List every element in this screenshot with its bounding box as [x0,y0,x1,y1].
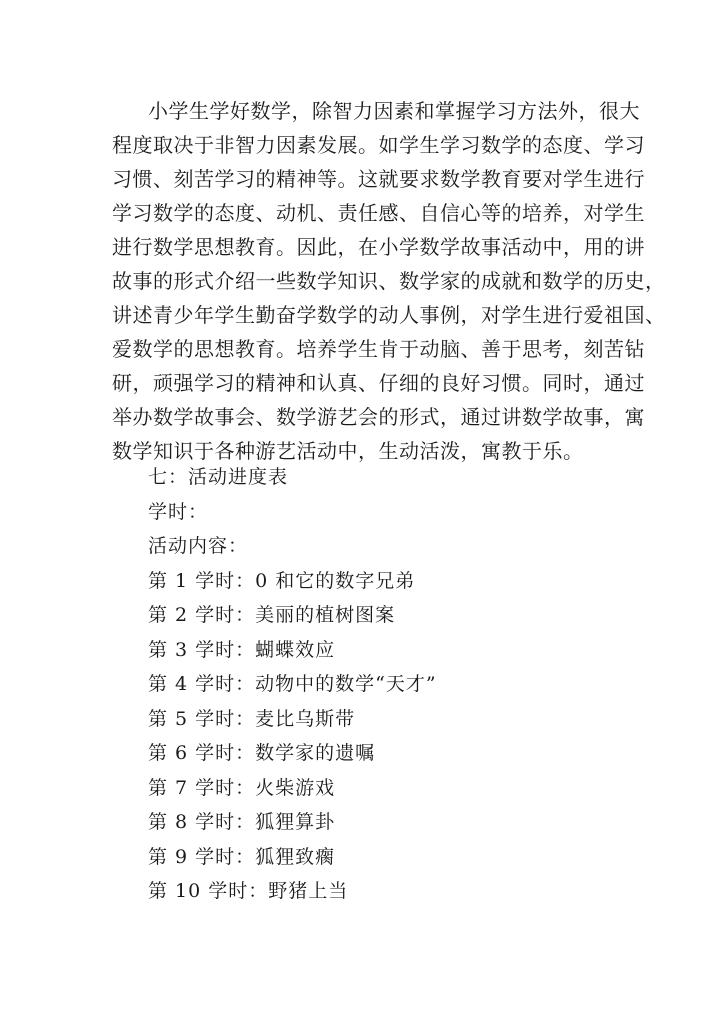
paragraph-line: 举办数学故事会、数学游艺会的形式，通过讲数学故事，寓 [112,405,645,429]
schedule-item: 第 1 学时：0 和它的数字兄弟 [148,569,416,592]
document-body [112,94,666,468]
section-heading: 七：活动进度表 [148,466,289,488]
paragraph-line: 爱数学的思想教育。培养学生肯于动脑、善于思考，刻苦钻 [112,337,645,361]
paragraph-line: 故事的形式介绍一些数学知识、数学家的成就和数学的历史， [112,269,666,293]
schedule-item: 第 2 学时：美丽的植树图案 [148,604,396,626]
paragraph-line: 小学生学好数学，除智力因素和掌握学习方法外，很大 [148,99,640,123]
paragraph-line: 研，顽强学习的精神和认真、仔细的良好习惯。同时，通过 [112,371,645,395]
schedule-item: 第 4 学时：动物中的数学“天才” [148,673,437,695]
schedule-item: 第 3 学时：蝴蝶效应 [148,638,336,661]
schedule-item: 第 9 学时：狐狸致瘸 [148,845,336,868]
paragraph-line: 习惯、刻苦学习的精神等。这就要求数学教育要对学生进行 [112,167,645,191]
schedule-item: 第 8 学时：狐狸算卦 [148,811,336,833]
schedule-item: 第 10 学时：野猪上当 [148,880,349,902]
paragraph-line: 程度取决于非智力因素发展。如学生学习数学的态度、学习 [112,133,645,157]
schedule-section [148,460,437,909]
hours-label: 学时： [148,500,209,523]
paragraph-line: 进行数学思想教育。因此，在小学数学故事活动中，用的讲 [112,235,645,259]
schedule-item: 第 6 学时：数学家的遗嘱 [148,742,376,764]
schedule-item: 第 7 学时：火柴游戏 [148,776,336,799]
schedule-item: 第 5 学时：麦比乌斯带 [148,707,356,730]
paragraph-line: 数学知识于各种游艺活动中，生动活泼，寓教于乐。 [112,439,584,463]
paragraph-line: 学习数学的态度、动机、责任感、自信心等的培养，对学生 [112,201,645,225]
paragraph-line: 讲述青少年学生勤奋学数学的动人事例，对学生进行爱祖国、 [112,303,666,327]
content-label: 活动内容： [148,535,249,557]
